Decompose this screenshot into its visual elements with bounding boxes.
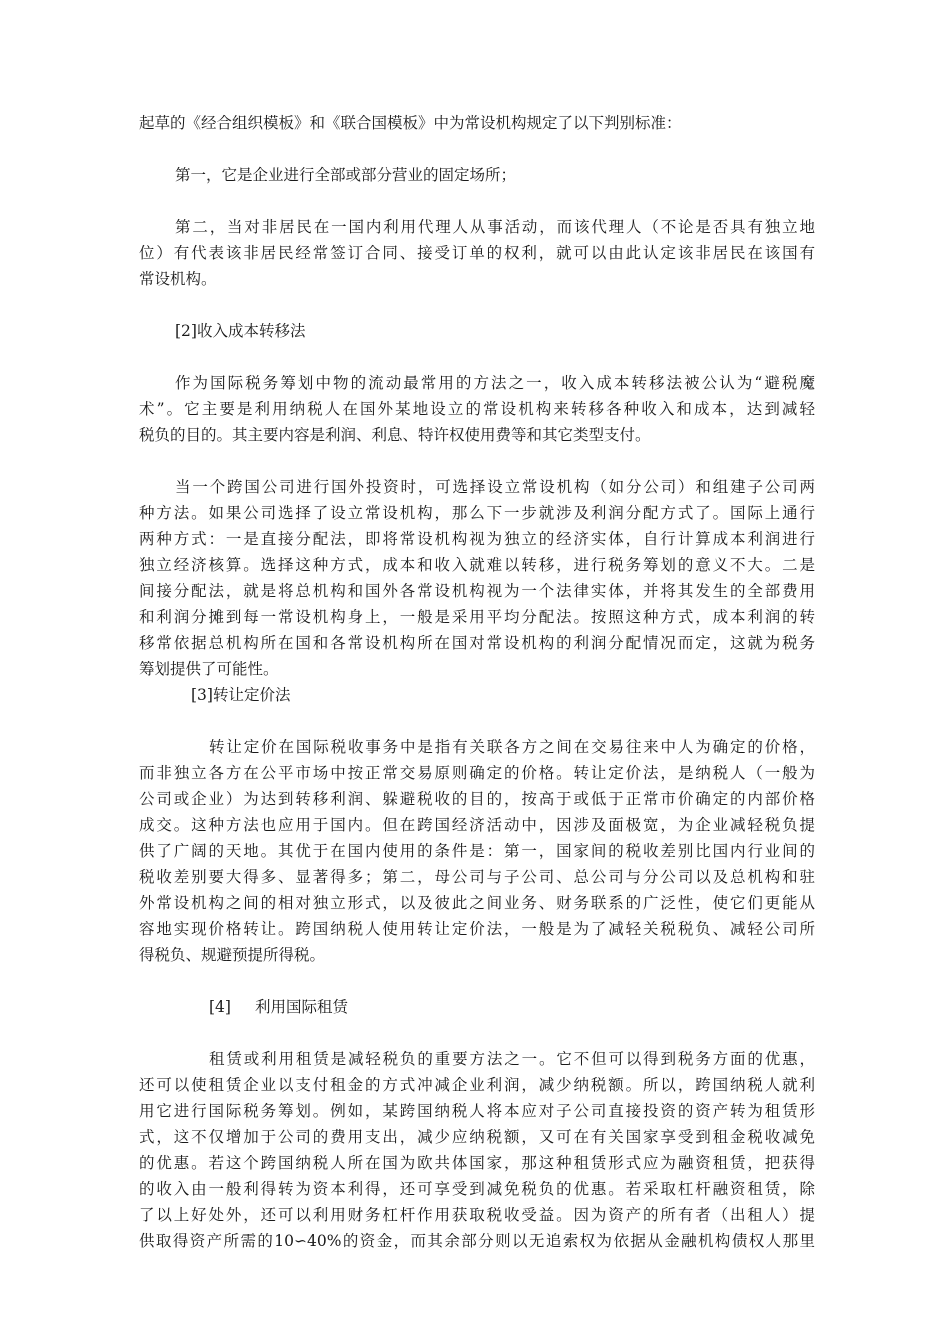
paragraph-line: 租赁或利用租赁是减轻税负的重要方法之一。它不但可以得到税务方面的优惠， <box>209 1050 815 1068</box>
paragraph-line: 和利润分摊到每一常设机构身上，一般是采用平均分配法。按照这种方式，成本利润的转 <box>139 608 815 626</box>
document-body <box>139 110 815 1254</box>
section-heading-4-title: 利用国际租赁 <box>254 998 348 1016</box>
paragraph-line: 供了广阔的天地。其优于在国内使用的条件是：第一，国家间的税收差别比国内行业间的 <box>139 842 815 860</box>
paragraph-2a <box>139 370 815 448</box>
paragraph-line: 的优惠。若这个跨国纳税人所在国为欧共体国家，那这种租赁形式应为融资租赁，把获得 <box>139 1154 815 1172</box>
paragraph-line: 筹划提供了可能性。 <box>139 660 279 678</box>
paragraph-line: 式，这不仅增加于公司的费用支出，减少应纳税额，又可在有关国家享受到租金税收减免 <box>139 1128 815 1146</box>
paragraph-line: 独立经济核算。选择这种方式，成本和收入就难以转移，进行税务筹划的意义不大。二是 <box>139 556 815 574</box>
paragraph-line: 容地实现价格转让。跨国纳税人使用转让定价法，一般是为了减轻关税税负、减轻公司所 <box>139 920 815 938</box>
paragraph-line: 税负的目的。其主要内容是利润、利息、特许权使用费等和其它类型支付。 <box>139 426 651 444</box>
paragraph-line: 供取得资产所需的10∽40%的资金，而其余部分则以无追索权为依据从金融机构债权人那里 <box>139 1232 815 1250</box>
paragraph-line: 当一个跨国公司进行国外投资时，可选择设立常设机构（如分公司）和组建子公司两 <box>175 478 815 496</box>
paragraph-line: 的收入由一般利得转为资本利得，还可享受到减免税负的优惠。若采取杠杆融资租赁，除 <box>139 1180 815 1198</box>
paragraph-line: 得税负、规避预提所得税。 <box>139 946 326 964</box>
paragraph-line: 外常设机构之间的相对独立形式，以及彼此之间业务、财务联系的广泛性，使它们更能从 <box>139 894 815 912</box>
paragraph-line: 公司或企业）为达到转移利润、躲避税收的目的，按高于或低于正常市价确定的内部价格 <box>139 790 815 808</box>
paragraph-2b <box>139 474 815 682</box>
section-heading-4-number: [4] <box>209 998 231 1016</box>
paragraph-line: 两种方式：一是直接分配法，即将常设机构视为独立的经济实体，自行计算成本利润进行 <box>139 530 815 548</box>
intro-line: 起草的《经合组织模板》和《联合国模板》中为常设机构规定了以下判别标准： <box>139 114 682 132</box>
section-heading-3: [3]转让定价法 <box>191 686 291 704</box>
criterion-1: 第一，它是企业进行全部或部分营业的固定场所； <box>175 166 517 184</box>
section-heading-2: [2]收入成本转移法 <box>175 322 306 340</box>
paragraph-line: 成交。这种方法也应用于国内。但在跨国经济活动中，因涉及面极宽，为企业减轻税负提 <box>139 816 815 834</box>
paragraph-line: 间接分配法，就是将总机构和国外各常设机构视为一个法律实体，并将其发生的全部费用 <box>139 582 815 600</box>
criterion-2-paragraph <box>139 214 815 292</box>
paragraph-line: 术”。它主要是利用纳税人在国外某地设立的常设机构来转移各种收入和成本，达到减轻 <box>139 400 815 418</box>
paragraph-line: 用它进行国际税务筹划。例如，某跨国纳税人将本应对子公司直接投资的资产转为租赁形 <box>139 1102 815 1120</box>
paragraph-line: 还可以使租赁企业以支付租金的方式冲减企业利润，减少纳税额。所以，跨国纳税人就利 <box>139 1076 815 1094</box>
paragraph-line: 税收差别要大得多、显著得多；第二，母公司与子公司、总公司与分公司以及总机构和驻 <box>139 868 815 886</box>
paragraph-4 <box>139 1046 815 1254</box>
paragraph-line: 移常依据总机构所在国和各常设机构所在国对常设机构的利润分配情况而定，这就为税务 <box>139 634 815 652</box>
paragraph-3 <box>139 734 815 968</box>
paragraph-line: 了以上好处外，还可以利用财务杠杆作用获取税收受益。因为资产的所有者（出租人）提 <box>139 1206 815 1224</box>
paragraph-line: 种方法。如果公司选择了设立常设机构，那么下一步就涉及利润分配方式了。国际上通行 <box>139 504 815 522</box>
paragraph-line: 位）有代表该非居民经常签订合同、接受订单的权利，就可以由此认定该非居民在该国有 <box>139 244 815 262</box>
paragraph-line: 而非独立各方在公平市场中按正常交易原则确定的价格。转让定价法，是纳税人（一般为 <box>139 764 815 782</box>
paragraph-line: 第二，当对非居民在一国内利用代理人从事活动，而该代理人（不论是否具有独立地 <box>175 218 815 236</box>
paragraph-line: 作为国际税务筹划中物的流动最常用的方法之一，收入成本转移法被公认为“避税魔 <box>175 374 815 392</box>
paragraph-line: 转让定价在国际税收事务中是指有关联各方之间在交易往来中人为确定的价格， <box>209 738 815 756</box>
paragraph-line: 常设机构。 <box>139 270 217 288</box>
section-heading-4 <box>139 994 815 1020</box>
